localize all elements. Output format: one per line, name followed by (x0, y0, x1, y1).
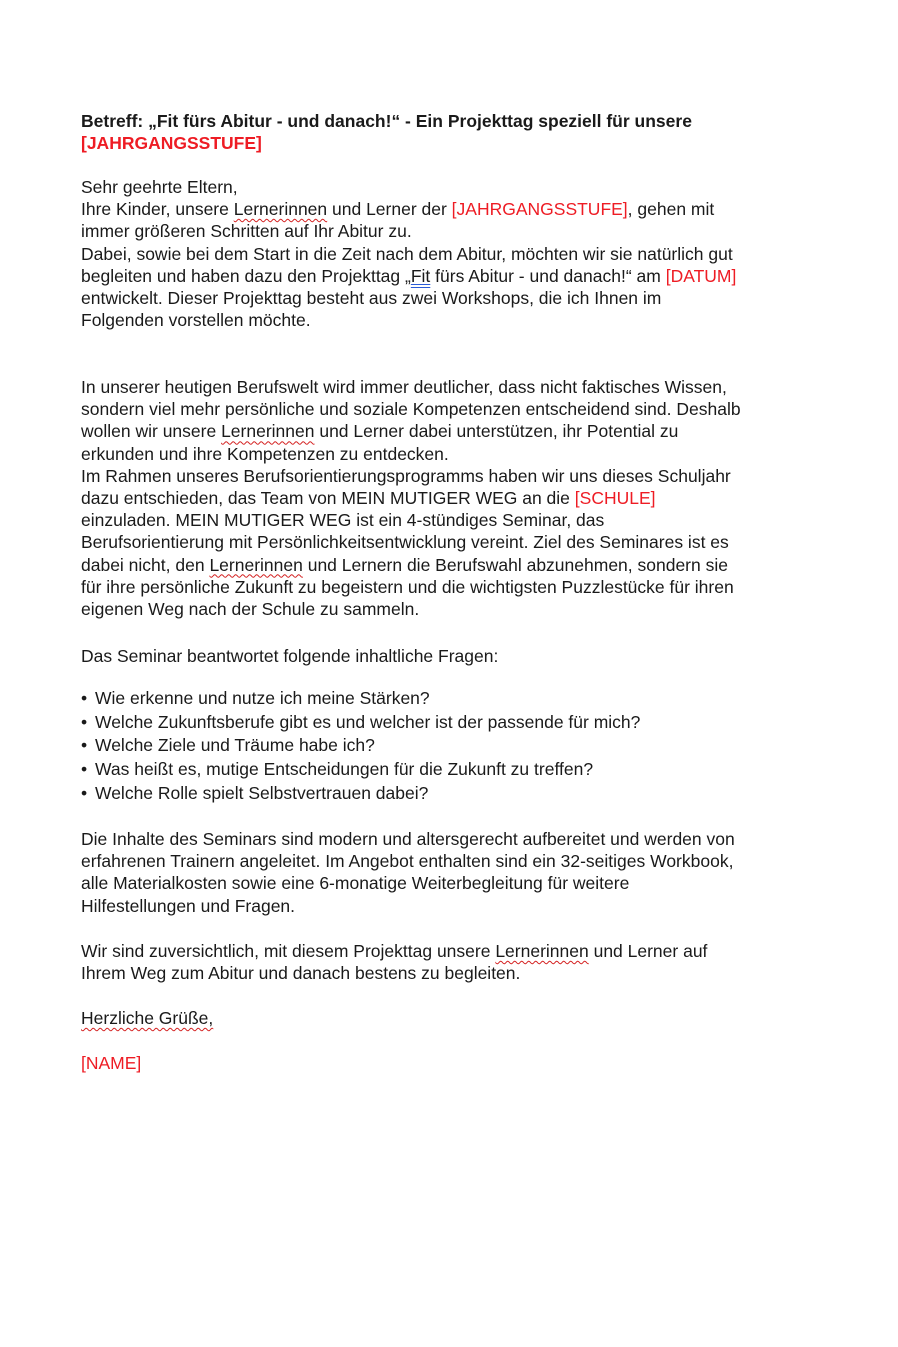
para2-line-6: dazu entschieden, das Team von MEIN MUTIGER WEG an die [SCHULE] (81, 488, 656, 509)
question-text: Wie erkenne und nutze ich meine Stärken? (95, 688, 430, 708)
questions-list (81, 687, 841, 806)
intro-line-5: entwickelt. Dieser Projekttag besteht aus zwei Workshops, die ich Ihnen im (81, 288, 662, 309)
question-text: Welche Rolle spielt Selbstvertrauen dabei? (95, 782, 429, 803)
spellcheck-word: Lernerinnen (233, 199, 328, 220)
para3-line-4: Hilfestellungen und Fragen. (81, 895, 296, 916)
intro-line-1: Ihre Kinder, unsere Lernerinnen und Lerner der [JAHRGANGSSTUFE], gehen mit (81, 199, 715, 220)
body-paragraph-3 (81, 828, 841, 917)
list-item (81, 711, 841, 735)
intro-paragraph (81, 176, 841, 331)
bullet-icon: • (81, 782, 88, 803)
para2-line-9: dabei nicht, den Lernerinnen und Lernern die Berufswahl abzunehmen, sondern sie (81, 554, 728, 575)
para2-line-2: sondern viel mehr persönliche und soziale Kompetenzen entscheidend sind. Deshalb (81, 399, 741, 420)
list-item (81, 758, 841, 782)
placeholder-jahrgangsstufe-subject: [JAHRGANGSSTUFE] (81, 133, 262, 154)
grammar-mark-word: Fit (410, 265, 431, 286)
para4-line-2: Ihrem Weg zum Abitur und danach bestens zu begleiten. (81, 963, 521, 984)
para2-line-4: erkunden und ihre Kompetenzen zu entdecken. (81, 443, 449, 464)
subject-text: Betreff: „Fit fürs Abitur - und danach!“ - Ein Projekttag speziell für unsere (81, 111, 692, 131)
question-text: Welche Zukunftsberufe gibt es und welcher ist der passende für mich? (95, 711, 641, 732)
para4-line-1: Wir sind zuversichtlich, mit diesem Projekttag unsere Lernerinnen und Lerner auf (81, 941, 708, 961)
para3-line-2: erfahrenen Trainern angeleitet. Im Angebot enthalten sind ein 32-seitiges Workbook, (81, 851, 734, 872)
questions-list-wrapper (81, 687, 841, 806)
bullet-icon: • (81, 688, 88, 708)
placeholder-name: [NAME] (81, 1053, 142, 1073)
closing-text: Herzliche Grüße, (81, 1008, 214, 1028)
list-item (81, 734, 841, 758)
body-paragraph-2 (81, 376, 841, 620)
bullet-icon: • (81, 711, 88, 732)
spellcheck-word: Lernerinnen (495, 941, 589, 961)
list-item (81, 687, 841, 711)
para3-line-1: Die Inhalte des Seminars sind modern und altersgerecht aufbereitet und werden von (81, 829, 735, 849)
questions-intro: Das Seminar beantwortet folgende inhaltliche Fragen: (81, 646, 499, 666)
question-text: Was heißt es, mutige Entscheidungen für die Zukunft zu treffen? (95, 759, 594, 780)
subject-line (81, 110, 841, 154)
question-text: Welche Ziele und Träume habe ich? (95, 735, 375, 756)
intro-line-6: Folgenden vorstellen möchte. (81, 310, 311, 331)
para2-line-7: einzuladen. MEIN MUTIGER WEG ist ein 4-stündiges Seminar, das (81, 510, 605, 531)
intro-line-2: immer größeren Schritten auf Ihr Abitur zu. (81, 221, 412, 242)
para2-line-5: Im Rahmen unseres Berufsorientierungsprogramms haben wir uns dieses Schuljahr (81, 465, 731, 486)
para2-line-10: für ihre persönliche Zukunft zu begeistern und die wichtigsten Puzzlestücke für ihren (81, 576, 734, 597)
salutation: Sehr geehrte Eltern, (81, 177, 238, 197)
list-item (81, 782, 841, 806)
closing-line (81, 1007, 841, 1029)
para2-line-1: In unserer heutigen Berufswelt wird immer deutlicher, dass nicht faktisches Wissen, (81, 377, 727, 397)
bullet-icon: • (81, 759, 88, 780)
intro-line-3: Dabei, sowie bei dem Start in die Zeit nach dem Abitur, möchten wir sie natürlich gut (81, 243, 733, 264)
para2-line-8: Berufsorientierung mit Persönlichkeitsentwicklung vereint. Ziel des Seminares ist es (81, 532, 729, 553)
placeholder-datum: [DATUM] (665, 265, 737, 286)
spellcheck-word: Lernerinnen (221, 421, 315, 442)
placeholder-schule: [SCHULE] (574, 488, 656, 509)
body-paragraph-4 (81, 940, 841, 984)
para3-line-3: alle Materialkosten sowie eine 6-monatige Weiterbegleitung für weitere (81, 873, 630, 894)
placeholder-jahrgangsstufe: [JAHRGANGSSTUFE] (451, 199, 628, 220)
para2-line-11: eigenen Weg nach der Schule zu sammeln. (81, 599, 420, 620)
para2-line-3: wollen wir unsere Lernerinnen und Lerner dabei unterstützen, ihr Potential zu (81, 421, 679, 442)
intro-line-4: begleiten und haben dazu den Projekttag „Fit fürs Abitur - und danach!“ am [DATUM] (81, 265, 737, 286)
spellcheck-word: Lernerinnen (209, 554, 303, 575)
bullet-icon: • (81, 735, 88, 756)
